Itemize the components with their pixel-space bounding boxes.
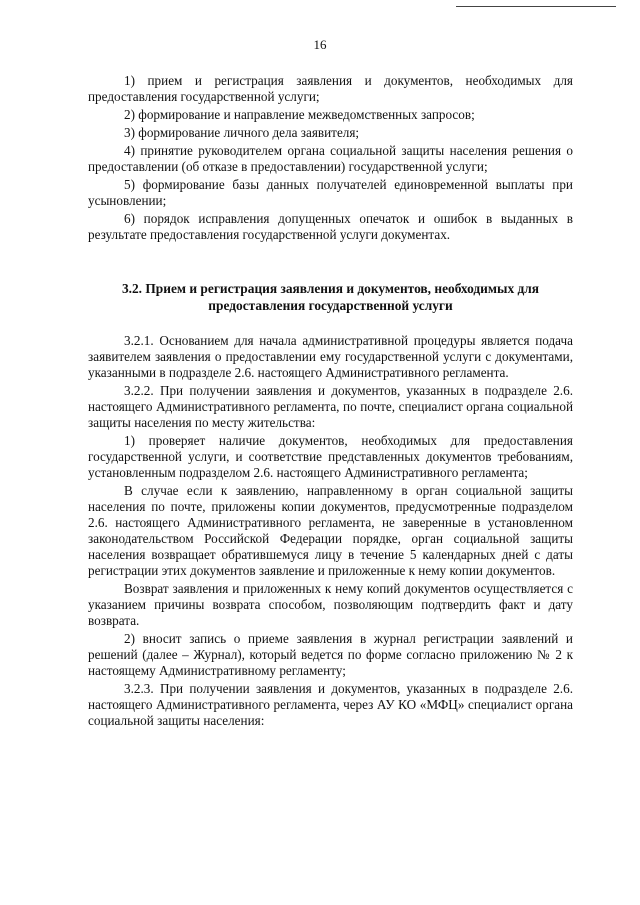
paragraph: 3.2.2. При получении заявления и документов, указанных в подразделе 2.6. настоящего Административного регламента, по почте, специалист органа социальной защиты населения по месту жительства:: [88, 383, 573, 430]
list-item: 4) принятие руководителем органа социальной защиты населения решения о предоставлении (об отказе в предоставлении) государственной услуги;: [88, 143, 573, 174]
list-item: 1) прием и регистрация заявления и документов, необходимых для предоставления государственной услуги;: [88, 73, 573, 104]
paragraph: В случае если к заявлению, направленному в орган социальной защиты населения по почте, приложены копии документов, предусмотренные подразделом 2.6. настоящего Административного регламента, не заверенные в установленном законодательством Российской Федерации порядке, орган социальной защиты населения возвращает обратившемуся лицу в течение 5 календарных дней с даты регистрации этих документов заявление и приложенные к нему копии документов.: [88, 483, 573, 578]
document-content: [88, 73, 573, 731]
page-number: 16: [313, 37, 327, 52]
paragraph: 3.2.3. При получении заявления и документов, указанных в подразделе 2.6. настоящего Административного регламента, через АУ КО «МФЦ» специалист органа социальной защиты населения:: [88, 681, 573, 728]
paragraph: Возврат заявления и приложенных к нему копий документов осуществляется с указанием причины возврата способом, позволяющим подтвердить факт и дату возврата.: [88, 581, 573, 628]
list-item: 3) формирование личного дела заявителя;: [124, 125, 360, 140]
paragraph: 2) вносит запись о приеме заявления в журнал регистрации заявлений и решений (далее – Журнал), который ведется по форме согласно приложению № 2 к настоящему Административному регламенту;: [88, 631, 573, 678]
procedure-list: [88, 73, 573, 243]
list-item: 2) формирование и направление межведомственных запросов;: [124, 107, 475, 122]
section-body: [88, 333, 573, 729]
paragraph: 1) проверяет наличие документов, необходимых для предоставления государственной услуги, и соответствие представленных документов требованиям, установленным подразделом 2.6. настоящего Административного регламента;: [88, 433, 573, 480]
section-heading: 3.2. Прием и регистрация заявления и документов, необходимых для предоставления государственной услуги: [121, 281, 540, 313]
paragraph: 3.2.1. Основанием для начала административной процедуры является подача заявителем заявления о предоставлении ему государственной услуги с документами, указанными в подразделе 2.6. настоящего Административного регламента.: [88, 333, 573, 380]
list-item: 6) порядок исправления допущенных опечаток и ошибок в выданных в результате предоставления государственной услуги документах.: [88, 211, 573, 242]
top-rule-line: [456, 6, 616, 7]
list-item: 5) формирование базы данных получателей единовременной выплаты при усыновлении;: [88, 177, 573, 208]
